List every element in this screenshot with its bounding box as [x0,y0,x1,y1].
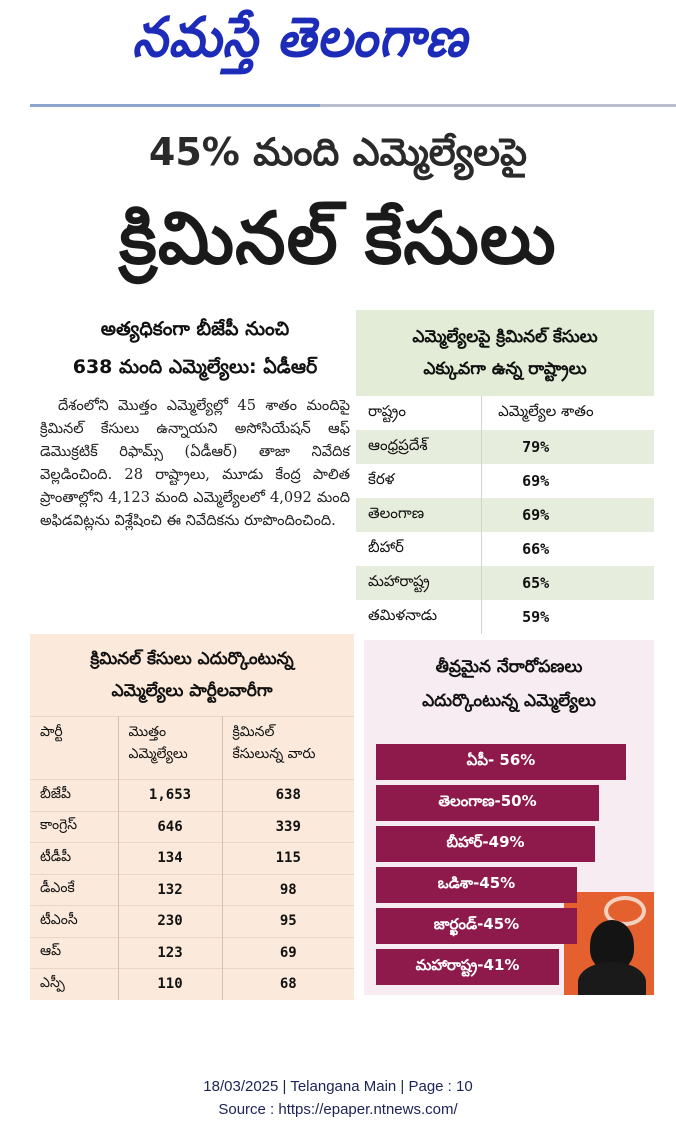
masthead-text: నమస్తే తెలంగాణ [132,4,468,69]
state-name: తమిళనాడు [356,600,482,634]
col-total-line-2: ఎమ్మెల్యేలు [128,746,188,762]
party-name: బీజేపీ [30,780,118,812]
party-name: డీఎంకే [30,874,118,906]
party-header-row [30,717,354,780]
party-total: 110 [118,969,222,1000]
footer-date-line: 18/03/2025 | Telangana Main | Page : 10 [203,1078,473,1095]
table-row [356,430,654,464]
states-table-box [356,310,654,630]
party-criminal: 98 [222,874,354,906]
person-body-silhouette [578,962,646,995]
col-pct: ఎమ్మెల్యేల శాతం [498,402,594,420]
state-pct: 65% [482,566,654,600]
party-table-box [30,634,354,1000]
party-total: 230 [118,906,222,938]
party-criminal: 95 [222,906,354,938]
table-row [30,843,354,875]
party-criminal: 68 [222,969,354,1000]
table-row [30,780,354,812]
state-pct: 79% [482,430,654,464]
serious-cases-title [364,640,654,728]
party-total: 646 [118,811,222,843]
col-total-line-1: మొత్తం [128,724,167,740]
state-pct: 69% [482,498,654,532]
table-row [30,811,354,843]
serious-title-line-2: ఎదుర్కొంటున్న ఎమ్మెల్యేలు [422,691,596,711]
handcuffed-person-image [564,892,654,995]
masthead-logo [30,4,570,84]
party-criminal: 638 [222,780,354,812]
col-party: పార్టీ [30,717,118,780]
party-title-line-2: ఎమ్మెల్యేలు పార్టీలవారీగా [111,681,273,701]
states-header-row [356,396,654,430]
chart-bar: మహారాష్ట్ర-41% [376,949,559,985]
state-name: మహారాష్ట్ర [356,566,482,600]
serious-title-line-1: తీవ్రమైన నేరారోపణలు [435,657,583,677]
states-table [356,396,654,634]
party-name: ఎస్పీ [30,969,118,1000]
col-criminal-line-1: క్రిమినల్ [232,724,275,740]
table-row [30,874,354,906]
footer-source-line: Source : https://epaper.ntnews.com/ [218,1101,458,1118]
party-table-title [30,634,354,716]
party-criminal: 115 [222,843,354,875]
party-total: 123 [118,937,222,969]
col-criminal [222,717,354,780]
chart-bar: తెలంగాణ-50% [376,785,599,821]
state-name: ఆంధ్రప్రదేశ్ [356,430,482,464]
chart-bar: ఏపీ- 56% [376,744,626,780]
header-divider [30,104,676,107]
chart-bar: బీహార్-49% [376,826,595,862]
states-table-title [356,310,654,396]
state-name: తెలంగాణ [356,498,482,532]
party-name: ఆప్ [30,937,118,969]
table-row [356,532,654,566]
table-row [30,937,354,969]
state-pct: 66% [522,540,550,558]
party-name: టీఎంసీ [30,906,118,938]
state-name: బీహార్ [356,532,482,566]
article-body: దేశంలోని మొత్తం ఎమ్మెల్యేల్లో 45 శాతం మందిపై క్రిమినల్ కేసులు ఉన్నాయని అసోసియేషన్ ఆఫ్ డెమొక్రటిక్ రిఫామ్స్ (ఏడీఆర్) తాజా నివేదిక వెల్లడించింది. 28 రాష్ట్రాలు, మూడు కేంద్ర పాలిత ప్రాంతాల్లోని 4,123 మంది ఎమ్మెల్యేలలో 4,092 మంది అఫిడవిట్లను విశ్లేషించి ఈ నివేదికను రూపొందించింది. [40,397,350,529]
table-row [30,906,354,938]
party-criminal: 339 [222,811,354,843]
headline-line-1: 45% మంది ఎమ్మెల్యేలపై [148,130,528,174]
table-row [356,498,654,532]
party-criminal: 69 [222,937,354,969]
headline-line-2: క్రిమినల్ కేసులు [119,196,557,280]
col-state: రాష్ట్రం [356,396,482,430]
states-title-line-2: ఎక్కువగా ఉన్న రాష్ట్రాలు [423,359,587,379]
party-total: 1,653 [118,780,222,812]
party-title-line-1: క్రిమినల్ కేసులు ఎదుర్కొంటున్న [90,649,294,669]
party-name: కాంగ్రెస్ [30,811,118,843]
col-criminal-line-2: కేసులున్న వారు [232,746,316,762]
table-row [356,566,654,600]
state-name: కేరళ [356,464,482,498]
subheadline-line-2: 638 మంది ఎమ్మెల్యేలు: ఏడీఆర్ [72,356,318,378]
table-row [356,464,654,498]
party-total: 132 [118,874,222,906]
state-pct: 59% [522,608,550,626]
party-name: టీడీపీ [30,843,118,875]
party-table [30,716,354,1000]
chart-bar: జార్ఖండ్-45% [376,908,577,944]
chart-bar: ఒడిశా-45% [376,867,577,903]
subheadline-line-1: అత్యధికంగా బీజేపీ నుంచి [100,318,290,340]
state-pct: 69% [522,472,550,490]
table-row [356,600,654,634]
col-total [118,717,222,780]
serious-cases-box [364,640,654,995]
party-total: 134 [118,843,222,875]
table-row [30,969,354,1000]
states-title-line-1: ఎమ్మెల్యేలపై క్రిమినల్ కేసులు [412,327,598,347]
